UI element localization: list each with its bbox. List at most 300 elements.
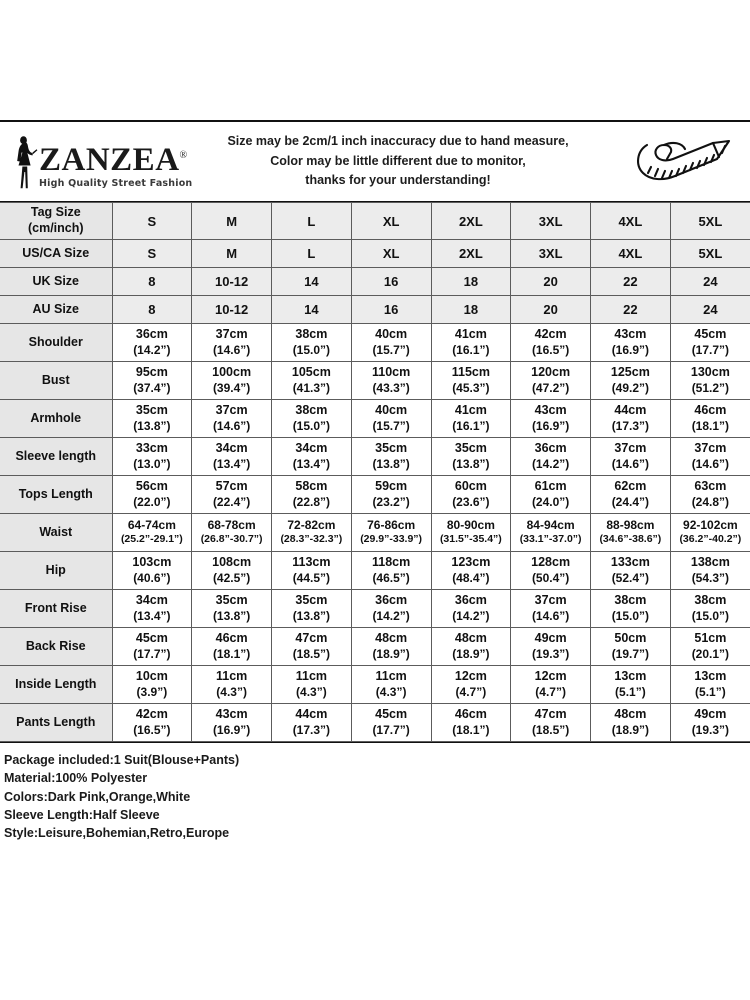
row-label-line-1: Tag Size bbox=[30, 205, 81, 220]
value-cm: 37cm bbox=[534, 593, 567, 608]
value-cm: 68-78cm bbox=[207, 517, 256, 532]
value-inch: (14.6”) bbox=[531, 608, 570, 623]
value-inch: (13.0”) bbox=[133, 456, 171, 471]
cell-front-rise-4xl bbox=[591, 590, 671, 628]
row-label-waist: Waist bbox=[0, 514, 112, 552]
value-inch: (23.6”) bbox=[452, 494, 490, 509]
value-inch: (47.2”) bbox=[531, 380, 570, 395]
value-cm: 61cm bbox=[534, 479, 567, 494]
value-inch: (41.3”) bbox=[292, 380, 331, 395]
value-cm: 130cm bbox=[690, 365, 730, 380]
cell-us-ca-3xl: 3XL bbox=[511, 240, 591, 268]
value-cm: 57cm bbox=[215, 479, 248, 494]
value-inch: (17.7”) bbox=[133, 646, 171, 661]
value-cm: 41cm bbox=[454, 403, 487, 418]
value-inch: (4.3”) bbox=[296, 684, 327, 699]
value-cm: 120cm bbox=[531, 365, 571, 380]
table-row-au-size bbox=[0, 296, 750, 324]
cell-us-ca-4xl: 4XL bbox=[591, 240, 671, 268]
value-cm: 38cm bbox=[295, 403, 328, 418]
value-cm: 36cm bbox=[534, 441, 567, 456]
row-label-line-2: (cm/inch) bbox=[27, 221, 84, 235]
value-inch: (4.3”) bbox=[375, 684, 407, 699]
cell-inside-length-m bbox=[192, 666, 272, 704]
value-inch: (22.0”) bbox=[133, 494, 171, 509]
value-cm: 12cm bbox=[534, 669, 567, 684]
value-cm: 103cm bbox=[132, 555, 172, 570]
value-inch: (13.4”) bbox=[133, 608, 171, 623]
detail-package-included: Package included:1 Suit(Blouse+Pants) bbox=[4, 753, 240, 767]
cell-sleeve-length-4xl bbox=[591, 438, 671, 476]
value-cm: 36cm bbox=[135, 327, 168, 342]
value-cm: 47cm bbox=[534, 707, 567, 722]
value-inch: (18.9”) bbox=[452, 646, 490, 661]
value-inch: (14.6”) bbox=[212, 418, 251, 433]
value-inch: (36.2”-40.2”) bbox=[679, 533, 742, 546]
cell-armhole-4xl bbox=[591, 400, 671, 438]
cell-waist-2xl bbox=[431, 514, 511, 552]
cell-au-4xl: 22 bbox=[591, 296, 671, 324]
row-label-back-rise: Back Rise bbox=[0, 628, 112, 666]
detail-material: Material:100% Polyester bbox=[4, 771, 148, 786]
cell-armhole-3xl bbox=[511, 400, 591, 438]
value-cm: 118cm bbox=[372, 555, 411, 570]
value-inch: (16.9”) bbox=[611, 342, 650, 357]
table-row-front-rise bbox=[0, 590, 750, 628]
measurement-notice bbox=[178, 122, 618, 201]
cell-tops-length-4xl bbox=[591, 476, 671, 514]
value-cm: 45cm bbox=[135, 631, 168, 646]
value-inch: (51.2”) bbox=[691, 380, 730, 395]
cell-pants-length-m bbox=[192, 704, 272, 742]
value-inch: (16.5”) bbox=[133, 722, 171, 737]
value-cm: 40cm bbox=[375, 327, 408, 342]
value-cm: 48cm bbox=[454, 631, 487, 646]
cell-uk-m: 10-12 bbox=[192, 268, 272, 296]
value-cm: 125cm bbox=[610, 365, 650, 380]
value-inch: (14.2”) bbox=[531, 456, 570, 471]
value-cm: 35cm bbox=[454, 441, 487, 456]
chart-banner bbox=[0, 120, 750, 202]
table-row-tops-length bbox=[0, 476, 750, 514]
value-inch: (54.3”) bbox=[691, 570, 730, 585]
cell-bust-4xl bbox=[591, 362, 671, 400]
value-inch: (44.5”) bbox=[292, 570, 331, 585]
value-inch: (15.7”) bbox=[372, 342, 410, 357]
value-cm: 11cm bbox=[375, 669, 407, 684]
value-inch: (19.7”) bbox=[611, 646, 650, 661]
cell-front-rise-5xl bbox=[670, 590, 750, 628]
value-cm: 34cm bbox=[215, 441, 248, 456]
value-inch: (17.3”) bbox=[611, 418, 650, 433]
brand-name: ZANZEA® bbox=[39, 142, 188, 178]
value-cm: 46cm bbox=[454, 707, 487, 722]
cell-us-ca-m: M bbox=[192, 240, 272, 268]
cell-us-ca-xl: XL bbox=[351, 240, 431, 268]
value-cm: 36cm bbox=[375, 593, 408, 608]
cell-shoulder-l bbox=[272, 324, 352, 362]
product-details bbox=[0, 742, 750, 842]
brand-logo bbox=[0, 122, 193, 201]
cell-front-rise-2xl bbox=[431, 590, 511, 628]
cell-back-rise-2xl bbox=[431, 628, 511, 666]
cell-shoulder-m bbox=[192, 324, 272, 362]
cell-pants-length-2xl bbox=[431, 704, 511, 742]
cell-pants-length-l bbox=[272, 704, 352, 742]
cell-hip-2xl bbox=[431, 552, 511, 590]
cell-shoulder-4xl bbox=[591, 324, 671, 362]
woman-silhouette-icon bbox=[12, 135, 38, 189]
value-inch: (52.4”) bbox=[611, 570, 650, 585]
cell-armhole-2xl bbox=[431, 400, 511, 438]
value-inch: (3.9”) bbox=[136, 684, 168, 699]
cell-hip-4xl bbox=[591, 552, 671, 590]
cell-hip-5xl bbox=[670, 552, 750, 590]
cell-tops-length-5xl bbox=[670, 476, 750, 514]
tape-illustration bbox=[618, 122, 750, 201]
value-inch: (15.0”) bbox=[691, 608, 730, 623]
value-cm: 40cm bbox=[375, 403, 408, 418]
row-label-us-ca-size: US/CA Size bbox=[0, 240, 112, 268]
value-cm: 36cm bbox=[454, 593, 487, 608]
row-label-tag-size bbox=[0, 203, 112, 240]
cell-uk-3xl: 20 bbox=[511, 268, 591, 296]
registered-mark-icon: ® bbox=[179, 150, 188, 161]
row-label-hip: Hip bbox=[0, 552, 112, 590]
cell-pants-length-5xl bbox=[670, 704, 750, 742]
value-inch: (48.4”) bbox=[452, 570, 490, 585]
value-inch: (31.5”-35.4”) bbox=[439, 533, 502, 546]
cell-tops-length-s bbox=[112, 476, 192, 514]
notice-line-1: Size may be 2cm/1 inch inaccuracy due to hand measure, bbox=[227, 134, 569, 149]
value-inch: (15.7”) bbox=[372, 418, 410, 433]
cell-inside-length-5xl bbox=[670, 666, 750, 704]
value-inch: (49.2”) bbox=[611, 380, 650, 395]
value-cm: 49cm bbox=[694, 707, 727, 722]
cell-sleeve-length-s bbox=[112, 438, 192, 476]
cell-waist-5xl bbox=[670, 514, 750, 552]
size-chart-sheet bbox=[0, 120, 750, 842]
row-label-pants-length: Pants Length bbox=[0, 704, 112, 742]
cell-waist-4xl bbox=[591, 514, 671, 552]
row-label-armhole: Armhole bbox=[0, 400, 112, 438]
value-cm: 72-82cm bbox=[287, 517, 336, 532]
value-cm: 46cm bbox=[694, 403, 727, 418]
table-row-armhole bbox=[0, 400, 750, 438]
value-cm: 35cm bbox=[375, 441, 408, 456]
value-cm: 59cm bbox=[375, 479, 408, 494]
value-cm: 44cm bbox=[295, 707, 328, 722]
cell-bust-l bbox=[272, 362, 352, 400]
cell-uk-4xl: 22 bbox=[591, 268, 671, 296]
value-cm: 43cm bbox=[614, 327, 647, 342]
cell-inside-length-xl bbox=[351, 666, 431, 704]
value-cm: 43cm bbox=[215, 707, 248, 722]
value-inch: (16.9”) bbox=[531, 418, 570, 433]
cell-armhole-l bbox=[272, 400, 352, 438]
cell-tag-size-2xl: 2XL bbox=[431, 203, 511, 240]
value-inch: (13.8”) bbox=[292, 608, 331, 623]
cell-inside-length-l bbox=[272, 666, 352, 704]
value-inch: (33.1”-37.0”) bbox=[519, 533, 582, 546]
table-row-inside-length bbox=[0, 666, 750, 704]
cell-au-xl: 16 bbox=[351, 296, 431, 324]
cell-us-ca-5xl: 5XL bbox=[670, 240, 750, 268]
cell-back-rise-xl bbox=[351, 628, 431, 666]
cell-shoulder-5xl bbox=[670, 324, 750, 362]
cell-inside-length-3xl bbox=[511, 666, 591, 704]
table-row-shoulder bbox=[0, 324, 750, 362]
cell-back-rise-3xl bbox=[511, 628, 591, 666]
value-inch: (16.5”) bbox=[531, 342, 570, 357]
value-cm: 108cm bbox=[212, 555, 252, 570]
cell-au-5xl: 24 bbox=[670, 296, 750, 324]
value-inch: (24.0”) bbox=[531, 494, 570, 509]
cell-uk-5xl: 24 bbox=[670, 268, 750, 296]
cell-uk-2xl: 18 bbox=[431, 268, 511, 296]
cell-au-2xl: 18 bbox=[431, 296, 511, 324]
value-cm: 35cm bbox=[215, 593, 248, 608]
value-cm: 47cm bbox=[295, 631, 328, 646]
cell-au-l: 14 bbox=[272, 296, 352, 324]
cell-shoulder-2xl bbox=[431, 324, 511, 362]
value-inch: (14.6”) bbox=[691, 456, 730, 471]
value-inch: (24.8”) bbox=[691, 494, 730, 509]
cell-shoulder-xl bbox=[351, 324, 431, 362]
value-inch: (20.1”) bbox=[691, 646, 730, 661]
cell-back-rise-s bbox=[112, 628, 192, 666]
cell-au-3xl: 20 bbox=[511, 296, 591, 324]
value-inch: (5.1”) bbox=[695, 684, 726, 699]
detail-style: Style:Leisure,Bohemian,Retro,Europe bbox=[4, 826, 230, 840]
value-cm: 49cm bbox=[534, 631, 567, 646]
value-cm: 37cm bbox=[215, 403, 248, 418]
value-inch: (45.3”) bbox=[452, 380, 490, 395]
value-inch: (46.5”) bbox=[372, 570, 410, 585]
value-inch: (19.3”) bbox=[531, 646, 570, 661]
cell-bust-5xl bbox=[670, 362, 750, 400]
cell-sleeve-length-5xl bbox=[670, 438, 750, 476]
table-row-sleeve-length bbox=[0, 438, 750, 476]
cell-tag-size-m: M bbox=[192, 203, 272, 240]
cell-tag-size-l: L bbox=[272, 203, 352, 240]
value-inch: (14.2”) bbox=[133, 342, 171, 357]
value-inch: (37.4”) bbox=[133, 380, 171, 395]
value-inch: (18.9”) bbox=[372, 646, 410, 661]
value-inch: (15.0”) bbox=[292, 342, 331, 357]
value-inch: (13.4”) bbox=[212, 456, 251, 471]
cell-uk-l: 14 bbox=[272, 268, 352, 296]
cell-back-rise-l bbox=[272, 628, 352, 666]
value-cm: 45cm bbox=[694, 327, 727, 342]
value-cm: 64-74cm bbox=[127, 517, 176, 532]
cell-us-ca-s: S bbox=[112, 240, 192, 268]
value-inch: (29.9”-33.9”) bbox=[360, 533, 423, 546]
cell-au-s: 8 bbox=[112, 296, 192, 324]
cell-tops-length-m bbox=[192, 476, 272, 514]
cell-bust-xl bbox=[351, 362, 431, 400]
value-inch: (16.9”) bbox=[212, 722, 251, 737]
cell-inside-length-4xl bbox=[591, 666, 671, 704]
cell-hip-s bbox=[112, 552, 192, 590]
cell-hip-l bbox=[272, 552, 352, 590]
value-cm: 100cm bbox=[212, 365, 252, 380]
value-cm: 84-94cm bbox=[526, 517, 575, 532]
value-inch: (14.2”) bbox=[372, 608, 410, 623]
value-cm: 88-98cm bbox=[606, 517, 655, 532]
cell-tops-length-l bbox=[272, 476, 352, 514]
cell-tops-length-3xl bbox=[511, 476, 591, 514]
cell-front-rise-3xl bbox=[511, 590, 591, 628]
value-cm: 12cm bbox=[454, 669, 487, 684]
cell-front-rise-l bbox=[272, 590, 352, 628]
row-label-shoulder: Shoulder bbox=[0, 324, 112, 362]
cell-front-rise-m bbox=[192, 590, 272, 628]
row-label-tops-length: Tops Length bbox=[0, 476, 112, 514]
cell-shoulder-3xl bbox=[511, 324, 591, 362]
value-inch: (24.4”) bbox=[611, 494, 650, 509]
value-cm: 13cm bbox=[614, 669, 647, 684]
cell-front-rise-s bbox=[112, 590, 192, 628]
table-row-uk-size bbox=[0, 268, 750, 296]
value-cm: 43cm bbox=[534, 403, 567, 418]
cell-armhole-xl bbox=[351, 400, 431, 438]
value-cm: 42cm bbox=[534, 327, 567, 342]
cell-bust-m bbox=[192, 362, 272, 400]
value-inch: (13.8”) bbox=[372, 456, 410, 471]
value-cm: 50cm bbox=[614, 631, 647, 646]
row-label-uk-size: UK Size bbox=[0, 268, 112, 296]
value-cm: 80-90cm bbox=[446, 517, 495, 532]
cell-waist-3xl bbox=[511, 514, 591, 552]
value-cm: 41cm bbox=[454, 327, 487, 342]
value-cm: 58cm bbox=[295, 479, 328, 494]
value-cm: 95cm bbox=[135, 365, 168, 380]
cell-armhole-5xl bbox=[670, 400, 750, 438]
value-cm: 113cm bbox=[292, 555, 331, 570]
value-inch: (16.1”) bbox=[452, 418, 490, 433]
value-inch: (19.3”) bbox=[691, 722, 730, 737]
value-cm: 48cm bbox=[375, 631, 408, 646]
value-cm: 34cm bbox=[295, 441, 328, 456]
cell-armhole-m bbox=[192, 400, 272, 438]
cell-tag-size-3xl: 3XL bbox=[511, 203, 591, 240]
size-table-body bbox=[0, 203, 750, 742]
value-cm: 11cm bbox=[295, 669, 328, 684]
brand-tagline: High Quality Street Fashion bbox=[39, 178, 193, 189]
cell-sleeve-length-2xl bbox=[431, 438, 511, 476]
row-label-sleeve-length: Sleeve length bbox=[0, 438, 112, 476]
value-inch: (18.1”) bbox=[452, 722, 490, 737]
value-inch: (4.7”) bbox=[455, 684, 487, 699]
cell-back-rise-4xl bbox=[591, 628, 671, 666]
cell-tops-length-2xl bbox=[431, 476, 511, 514]
value-cm: 37cm bbox=[614, 441, 647, 456]
cell-pants-length-3xl bbox=[511, 704, 591, 742]
value-inch: (4.7”) bbox=[535, 684, 566, 699]
value-cm: 35cm bbox=[135, 403, 168, 418]
cell-inside-length-2xl bbox=[431, 666, 511, 704]
value-cm: 38cm bbox=[295, 327, 328, 342]
value-inch: (50.4”) bbox=[531, 570, 570, 585]
value-inch: (26.8”-30.7”) bbox=[200, 533, 263, 546]
value-cm: 51cm bbox=[694, 631, 727, 646]
cell-uk-s: 8 bbox=[112, 268, 192, 296]
table-row-tag-size bbox=[0, 203, 750, 240]
cell-hip-xl bbox=[351, 552, 431, 590]
value-inch: (14.2”) bbox=[452, 608, 490, 623]
row-label-inside-length: Inside Length bbox=[0, 666, 112, 704]
value-inch: (18.5”) bbox=[292, 646, 331, 661]
cell-sleeve-length-3xl bbox=[511, 438, 591, 476]
cell-bust-2xl bbox=[431, 362, 511, 400]
value-inch: (13.4”) bbox=[292, 456, 331, 471]
cell-waist-s bbox=[112, 514, 192, 552]
cell-hip-m bbox=[192, 552, 272, 590]
value-inch: (4.3”) bbox=[216, 684, 247, 699]
cell-tag-size-s: S bbox=[112, 203, 192, 240]
detail-colors: Colors:Dark Pink,Orange,White bbox=[4, 789, 191, 804]
cell-pants-length-4xl bbox=[591, 704, 671, 742]
cell-hip-3xl bbox=[511, 552, 591, 590]
value-cm: 138cm bbox=[690, 555, 730, 570]
value-inch: (18.9”) bbox=[611, 722, 650, 737]
value-inch: (28.3”-32.3”) bbox=[280, 533, 343, 546]
cell-tag-size-4xl: 4XL bbox=[591, 203, 671, 240]
cell-tag-size-5xl: 5XL bbox=[670, 203, 750, 240]
table-row-hip bbox=[0, 552, 750, 590]
value-inch: (40.6”) bbox=[133, 570, 171, 585]
cell-tag-size-xl: XL bbox=[351, 203, 431, 240]
value-cm: 62cm bbox=[614, 479, 647, 494]
value-cm: 128cm bbox=[531, 555, 571, 570]
value-inch: (42.5”) bbox=[212, 570, 251, 585]
value-cm: 105cm bbox=[291, 365, 331, 380]
cell-us-ca-l: L bbox=[272, 240, 352, 268]
value-inch: (13.8”) bbox=[212, 608, 251, 623]
value-cm: 46cm bbox=[215, 631, 248, 646]
value-cm: 63cm bbox=[694, 479, 727, 494]
value-inch: (18.5”) bbox=[531, 722, 570, 737]
cell-front-rise-xl bbox=[351, 590, 431, 628]
value-inch: (15.0”) bbox=[611, 608, 650, 623]
value-cm: 115cm bbox=[451, 365, 490, 380]
table-row-pants-length bbox=[0, 704, 750, 742]
value-inch: (25.2”-29.1”) bbox=[120, 533, 183, 546]
value-cm: 35cm bbox=[295, 593, 328, 608]
value-cm: 37cm bbox=[215, 327, 248, 342]
value-cm: 10cm bbox=[135, 669, 168, 684]
value-cm: 45cm bbox=[375, 707, 408, 722]
table-row-waist bbox=[0, 514, 750, 552]
cell-inside-length-s bbox=[112, 666, 192, 704]
cell-shoulder-s bbox=[112, 324, 192, 362]
value-cm: 56cm bbox=[135, 479, 168, 494]
value-cm: 48cm bbox=[614, 707, 647, 722]
cell-pants-length-xl bbox=[351, 704, 431, 742]
value-inch: (17.7”) bbox=[691, 342, 730, 357]
cell-back-rise-m bbox=[192, 628, 272, 666]
value-cm: 38cm bbox=[694, 593, 727, 608]
cell-waist-l bbox=[272, 514, 352, 552]
row-label-bust: Bust bbox=[0, 362, 112, 400]
value-cm: 38cm bbox=[614, 593, 647, 608]
value-inch: (34.6”-38.6”) bbox=[599, 533, 662, 546]
value-inch: (23.2”) bbox=[372, 494, 410, 509]
notice-line-2: Color may be little different due to monitor, bbox=[270, 153, 526, 168]
value-inch: (18.1”) bbox=[212, 646, 251, 661]
value-inch: (5.1”) bbox=[615, 684, 646, 699]
